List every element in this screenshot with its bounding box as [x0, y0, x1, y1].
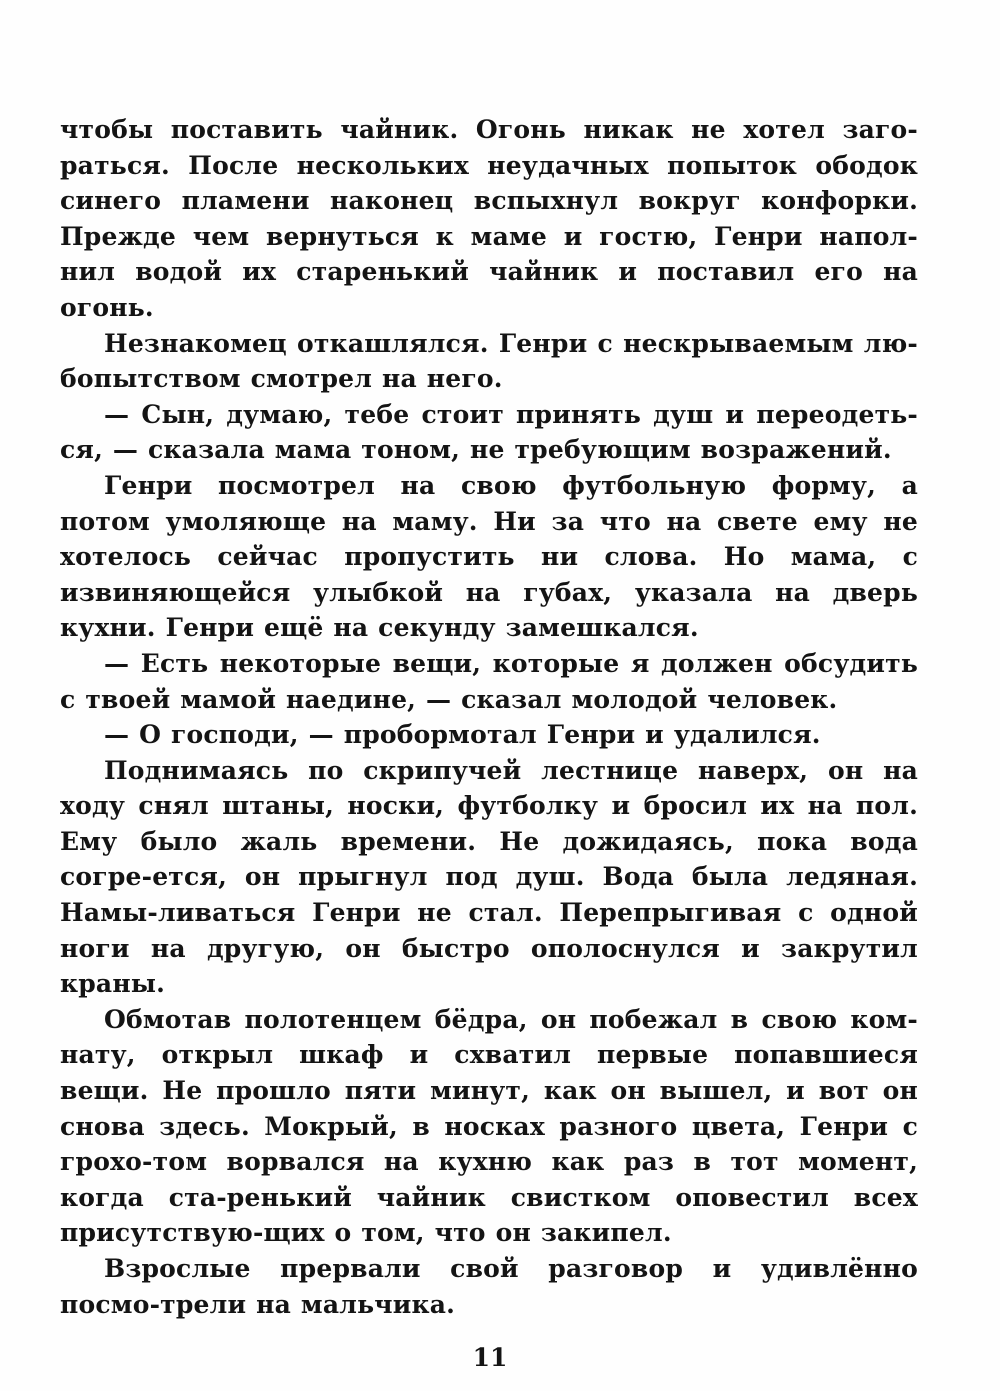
- text-line: другую, он быстро ополоснулся и закрутил краны.: [60, 933, 918, 999]
- paragraph: [60, 1251, 918, 1322]
- text-line: ется, он прыгнул под душ. Вода была ледяная. Намы-: [60, 862, 918, 928]
- text-line: нату, открыл шкаф и схватил первые попавшиеся вещи.: [60, 1040, 918, 1106]
- page-number: 11: [472, 1343, 508, 1372]
- text-line: — Сын, думаю, тебе стоит принять душ и переодеть-: [104, 399, 918, 429]
- text-line: ходу снял штаны, носки, футболку и бросил их на пол.: [60, 791, 918, 821]
- body-text: [60, 112, 918, 1322]
- paragraph: [60, 112, 918, 326]
- text-line: ренький чайник свистком оповестил всех присутствую-: [60, 1182, 918, 1248]
- text-line: — Есть некоторые вещи, которые я должен обсудить: [104, 648, 918, 678]
- paragraph: [60, 646, 918, 717]
- paragraph: [60, 1002, 918, 1251]
- text-line: ливаться Генри не стал. Перепрыгивая с одной ноги на: [60, 898, 918, 963]
- text-line: щих о том, что он закипел.: [263, 1218, 672, 1248]
- text-line: трели на мальчика.: [160, 1289, 456, 1319]
- text-line: нил водой их старенький чайник и поставил его на: [60, 257, 918, 287]
- text-line: — О господи, — пробормотал Генри и удалился.: [104, 720, 821, 750]
- text-line: Ему было жаль времени. Не дожидаясь, пока вода согре-: [60, 826, 918, 892]
- text-line: Незнакомец откашлялся. Генри с нескрываемым лю-: [104, 328, 918, 358]
- text-line: огонь.: [60, 292, 154, 322]
- text-line: с твоей мамой наедине, — сказал молодой человек.: [60, 684, 838, 714]
- paragraph: [60, 717, 918, 753]
- text-line: Генри посмотрел на свою футбольную форму, а потом: [60, 470, 918, 536]
- text-line: улыбкой на губах, указала на дверь кухни. Генри ещё: [60, 577, 918, 643]
- paragraph: [60, 397, 918, 468]
- text-line: чтобы поставить чайник. Огонь никак не хотел заго-: [60, 115, 918, 144]
- paragraph: [60, 468, 918, 646]
- text-line: Взрослые прервали свой разговор и удивлённо посмо-: [60, 1254, 918, 1319]
- text-line: здесь. Мокрый, в носках разного цвета, Генри с грохо-: [60, 1111, 919, 1177]
- text-line: раться. После нескольких неудачных попыток ободок: [60, 150, 918, 180]
- paragraph: [60, 326, 918, 397]
- text-line: Поднимаясь по скрипучей лестнице наверх, он на: [104, 755, 918, 785]
- text-line: умоляюще на маму. Ни за что на свете ему не хотелось: [60, 506, 919, 572]
- text-line: Не прошло пяти минут, как он вышел, и вот он снова: [60, 1076, 918, 1141]
- text-line: сейчас пропустить ни слова. Но мама, с извиняющейся: [60, 542, 918, 607]
- text-line: синего пламени наконец вспыхнул вокруг конфорки.: [60, 186, 918, 216]
- text-line: Прежде чем вернуться к маме и гостю, Генри напол-: [60, 221, 918, 251]
- text-line: на секунду замешкался.: [333, 613, 699, 643]
- paragraph: [60, 753, 918, 1002]
- text-line: бопытством смотрел на него.: [60, 364, 503, 394]
- text-line: Обмотав полотенцем бёдра, он побежал в свою ком-: [104, 1004, 918, 1034]
- text-line: ся, — сказала мама тоном, не требующим возражений.: [60, 435, 892, 465]
- text-line: том ворвался на кухню как раз в тот момент, когда ста-: [60, 1147, 918, 1212]
